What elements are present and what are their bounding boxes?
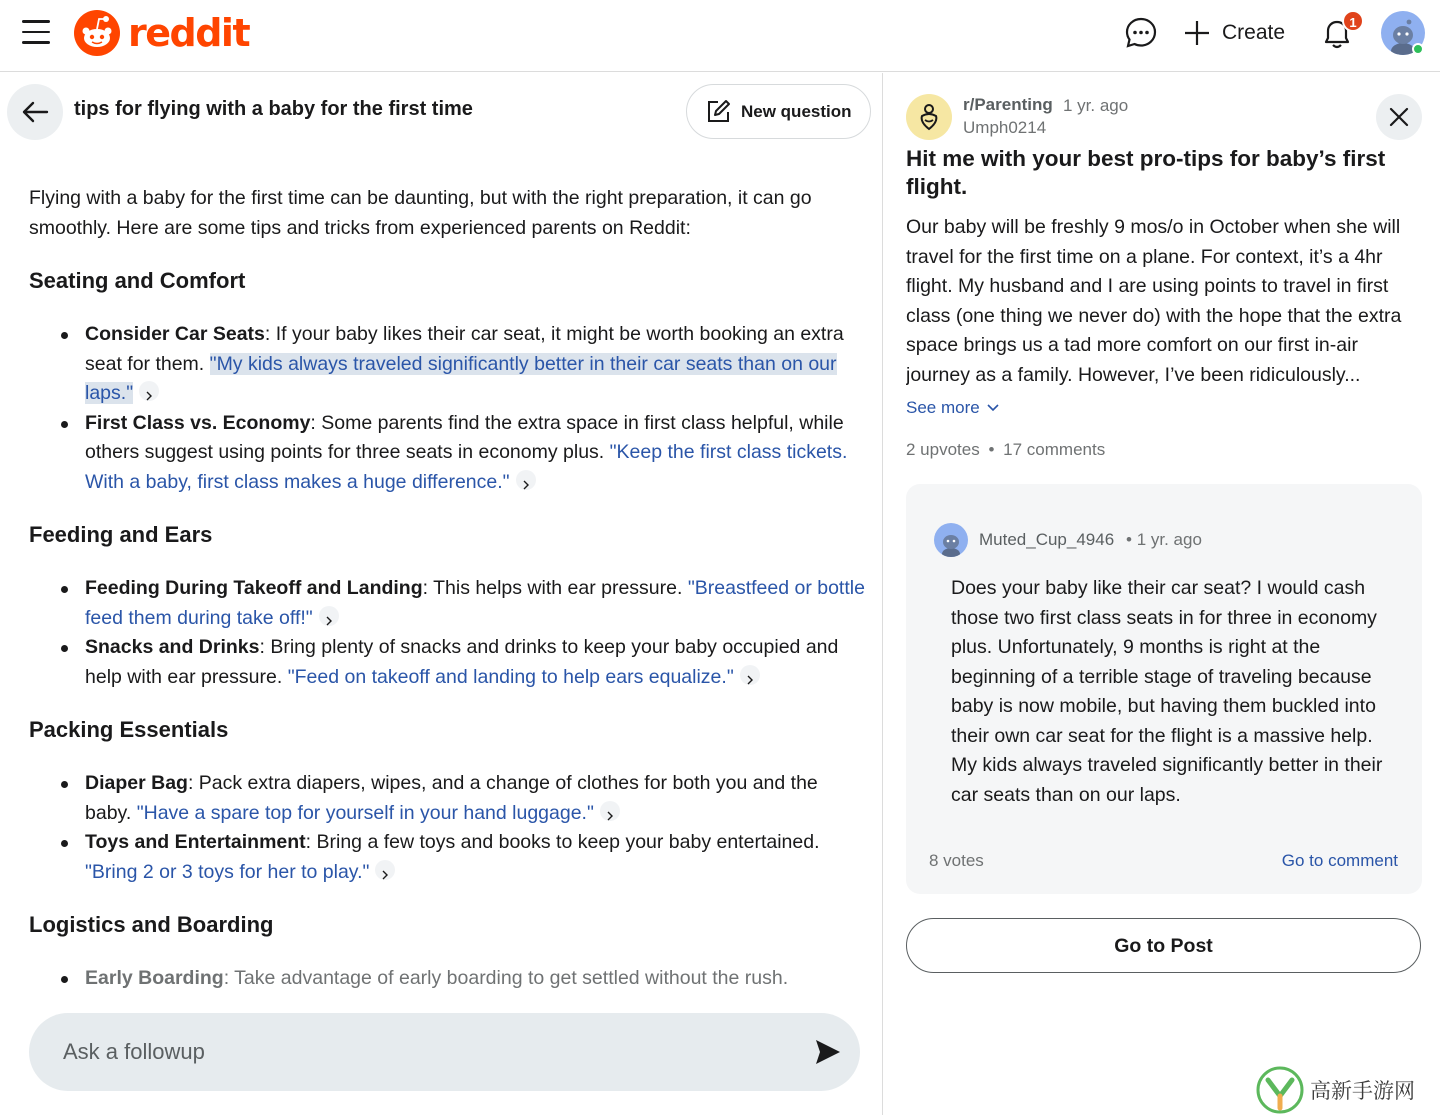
quote-link[interactable]: "Breastfeed or bottle feed them during take off!": [85, 577, 865, 629]
comment-separator: •: [1126, 530, 1132, 549]
watermark-logo-icon: [1256, 1066, 1304, 1114]
item-text: : Take advantage of early boarding to get settled without the rush.: [223, 967, 789, 989]
create-button[interactable]: [1182, 14, 1285, 52]
answer-content: [29, 184, 869, 1018]
list-item: [29, 633, 869, 692]
menu-icon[interactable]: [22, 20, 50, 46]
see-more-button[interactable]: [906, 398, 1001, 418]
quote-link[interactable]: "Keep the first class tickets. With a baby, first class makes a huge difference.": [85, 441, 848, 493]
item-title: Early Boarding: [85, 967, 224, 989]
baby-rattle-icon: [916, 102, 942, 132]
list-item: [29, 964, 869, 994]
new-question-button[interactable]: [686, 84, 871, 139]
close-button[interactable]: [1376, 94, 1422, 140]
list-item: [29, 409, 869, 498]
pane-divider: [882, 73, 883, 1115]
go-to-post-button[interactable]: Go to Post: [906, 918, 1421, 973]
comment-votes: 8 votes: [929, 851, 984, 870]
reddit-logo[interactable]: [74, 10, 249, 56]
chevron-right-icon[interactable]: [139, 381, 159, 401]
chevron-right-icon[interactable]: [600, 801, 620, 821]
post-body: Our baby will be freshly 9 mos/o in October when she will travel for the first time on a plane. For context, it’s a 4hr flight. My husband and I are using points to travel in first class (one thing we never do) with the hope that the extra space brings us a tad more comfort on our first in-air journey as a family. However, I’ve been ridiculously...: [906, 216, 1402, 386]
comment-count: 17 comments: [1003, 440, 1106, 459]
item-text: : Pack extra diapers, wipes, and a change of clothes for both you and the baby.: [85, 772, 818, 824]
go-to-comment-link[interactable]: Go to comment: [1281, 851, 1398, 870]
watermark: [1256, 1066, 1415, 1114]
stats-separator: •: [988, 440, 995, 459]
post-stats: [906, 440, 1105, 460]
subreddit-icon[interactable]: [906, 94, 952, 140]
comment-time: [1126, 530, 1202, 550]
post-time: 1 yr. ago: [1063, 96, 1129, 115]
followup-input-bar: [29, 1013, 860, 1091]
comment-author[interactable]: Muted_Cup_4946: [979, 530, 1115, 549]
notification-badge: 1: [1342, 10, 1364, 32]
upvote-count: 2 upvotes: [906, 440, 980, 459]
section-list: [29, 574, 869, 692]
new-question-label: New question: [741, 101, 852, 121]
reddit-snoo-icon: [74, 10, 120, 56]
item-text: : Bring a few toys and books to keep your baby entertained.: [305, 831, 820, 853]
item-title: Snacks and Drinks: [85, 636, 260, 658]
quote-link[interactable]: "Feed on takeoff and landing to help ears equalize.": [287, 665, 734, 688]
item-text: : Bring plenty of snacks and drinks to keep your baby occupied and help with ear pressure.: [85, 636, 839, 688]
followup-input[interactable]: [63, 1033, 763, 1071]
item-title: Feeding During Takeoff and Landing: [85, 577, 423, 599]
item-text: : This helps with ear pressure.: [422, 577, 688, 599]
plus-icon: [1182, 18, 1212, 48]
chevron-down-icon: [985, 402, 1001, 414]
chevron-right-icon[interactable]: [319, 606, 339, 626]
chevron-right-icon[interactable]: [375, 860, 395, 880]
list-item: [29, 769, 869, 828]
chevron-right-icon[interactable]: [740, 665, 760, 685]
section-heading: Seating and Comfort: [29, 268, 246, 293]
arrow-left-icon: [21, 100, 49, 124]
list-item: [29, 574, 869, 633]
post-title[interactable]: Hit me with your best pro-tips for baby’s first flight.: [906, 146, 1386, 199]
send-icon[interactable]: [813, 1037, 843, 1067]
back-button[interactable]: [7, 84, 63, 140]
section-list: [29, 964, 869, 994]
commenter-avatar[interactable]: [934, 523, 968, 557]
post-author[interactable]: Umph0214: [963, 118, 1047, 137]
reddit-wordmark: reddit: [128, 11, 250, 55]
list-item: [29, 320, 869, 409]
watermark-text: 高新手游网: [1310, 1079, 1415, 1103]
item-title: Diaper Bag: [85, 772, 188, 794]
comment-time-label: 1 yr. ago: [1136, 530, 1202, 549]
quote-link[interactable]: "My kids always traveled significantly better in their car seats than on our laps.": [85, 352, 837, 404]
edit-icon: [705, 99, 731, 125]
item-text: : Some parents find the extra space in first class helpful, while others suggest using points for three seats in economy plus.: [85, 411, 844, 463]
item-text: : If your baby likes their car seat, it might be worth booking an extra seat for them.: [85, 323, 844, 375]
chevron-right-icon[interactable]: [516, 470, 536, 490]
online-status-indicator: [1412, 43, 1424, 55]
item-title: First Class vs. Economy: [85, 411, 311, 434]
comment-card: [906, 484, 1422, 894]
section-list: [29, 769, 869, 887]
close-icon: [1388, 106, 1410, 128]
quote-link[interactable]: "Bring 2 or 3 toys for her to play.": [85, 860, 370, 883]
chat-icon[interactable]: [1124, 16, 1158, 50]
question-title: tips for flying with a baby for the first time: [74, 98, 473, 120]
subreddit-name[interactable]: r/Parenting: [963, 95, 1053, 114]
top-nav-bar: [0, 0, 1440, 72]
comment-body: Does your baby like their car seat? I would cash those two first class seats in for three in economy plus. Unfortunately, 9 months is right at the beginning of a terrible stage of traveling because baby is now mobile, but having them buckled into their own car seat for the flight is a massive help. My kids always traveled significantly better in their car seats than on our laps.: [951, 577, 1383, 806]
answer-intro: Flying with a baby for the first time can be daunting, but with the right preparation, it can go smoothly. Here are some tips and tricks from experienced parents on Reddit:: [29, 187, 812, 239]
section-list: [29, 320, 869, 497]
section-heading: Feeding and Ears: [29, 522, 213, 547]
snoo-avatar-icon: [934, 523, 968, 557]
list-item: [29, 828, 869, 887]
create-label: Create: [1222, 21, 1286, 44]
quote-link[interactable]: "Have a spare top for yourself in your hand luggage.": [136, 801, 594, 824]
item-title: Consider Car Seats: [85, 323, 265, 345]
item-title: Toys and Entertainment: [85, 831, 306, 853]
section-heading: Logistics and Boarding: [29, 912, 274, 937]
see-more-label: See more: [906, 398, 980, 417]
section-heading: Packing Essentials: [29, 717, 229, 742]
